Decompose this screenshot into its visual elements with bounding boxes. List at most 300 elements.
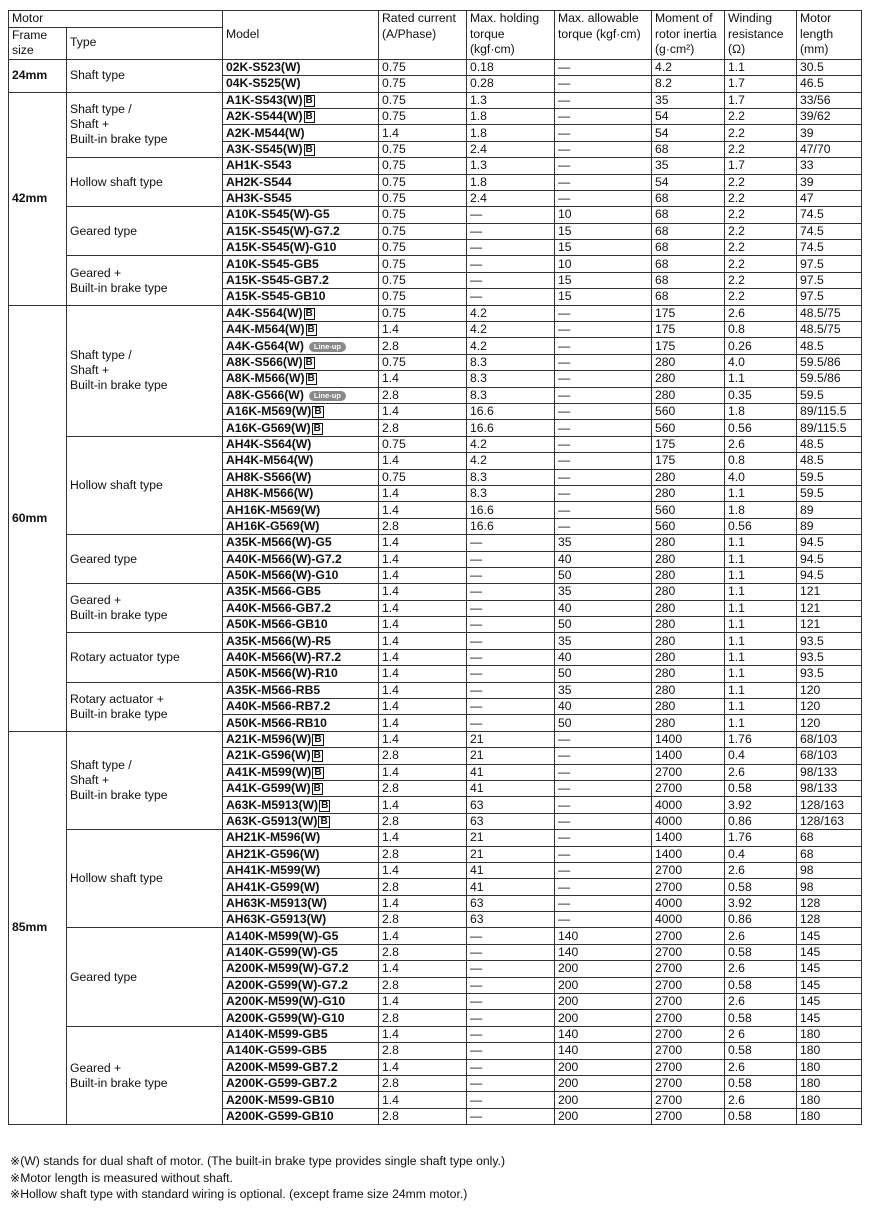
table-row (9, 535, 862, 551)
rated-current-cell: 2.8 (379, 1043, 467, 1059)
rotor-inertia-cell: 2700 (652, 1092, 725, 1108)
model-cell (223, 1092, 379, 1108)
allowable-torque-cell: 140 (555, 1043, 652, 1059)
holding-torque-cell: 21 (467, 830, 555, 846)
winding-resistance-cell: 2.2 (725, 207, 797, 223)
model-cell (223, 780, 379, 796)
holding-torque-cell: 16.6 (467, 518, 555, 534)
winding-resistance-cell: 1.1 (725, 600, 797, 616)
holding-torque-cell: — (467, 1010, 555, 1026)
motor-length-cell: 39 (797, 174, 862, 190)
motor-length-cell: 39/62 (797, 108, 862, 124)
rotor-inertia-cell: 280 (652, 699, 725, 715)
motor-length-cell: 128 (797, 895, 862, 911)
motor-length-cell: 68 (797, 830, 862, 846)
motor-length-cell: 48.5/75 (797, 305, 862, 321)
holding-torque-cell: — (467, 551, 555, 567)
rated-current-cell: 1.4 (379, 322, 467, 338)
model-cell (223, 141, 379, 157)
rated-current-cell: 0.75 (379, 240, 467, 256)
header-row-1 (9, 11, 862, 28)
allowable-torque-cell: 140 (555, 928, 652, 944)
model-name: AH63K-G5913(W) (226, 912, 327, 927)
model-cell (223, 895, 379, 911)
model-name: A200K-M599(W)-G10 (226, 994, 346, 1009)
rotor-inertia-cell: 2700 (652, 944, 725, 960)
table-row (9, 633, 862, 649)
motor-length-cell: 145 (797, 977, 862, 993)
winding-resistance-cell: 0.58 (725, 944, 797, 960)
rotor-inertia-cell: 175 (652, 338, 725, 354)
model-cell (223, 518, 379, 534)
brake-badge-icon: B (305, 357, 313, 368)
frame-size-cell: 60mm (9, 305, 67, 731)
winding-resistance-cell: 2.2 (725, 141, 797, 157)
rotor-inertia-cell: 1400 (652, 748, 725, 764)
winding-resistance-cell: 2.6 (725, 862, 797, 878)
rated-current-cell: 0.75 (379, 190, 467, 206)
model-cell (223, 207, 379, 223)
allowable-torque-cell: — (555, 895, 652, 911)
model-cell (223, 731, 379, 747)
type-cell: Hollow shaft type (67, 830, 223, 928)
motor-spec-table (8, 10, 862, 1125)
holding-torque-cell: 8.3 (467, 485, 555, 501)
motor-length-cell: 121 (797, 617, 862, 633)
model-cell (223, 420, 379, 436)
motor-length-cell: 48.5 (797, 338, 862, 354)
model-cell (223, 223, 379, 239)
rated-current-cell: 2.8 (379, 846, 467, 862)
type-cell: Geared type (67, 928, 223, 1026)
header-max-holding-torque: Max. holding torque (kgf·cm) (467, 11, 555, 60)
model-name: A8K-M566(W) (226, 371, 305, 386)
rated-current-cell: 0.75 (379, 76, 467, 92)
model-name: AH63K-M5913(W) (226, 895, 327, 910)
motor-length-cell: 48.5/75 (797, 322, 862, 338)
holding-torque-cell: — (467, 256, 555, 272)
motor-length-cell: 68/103 (797, 731, 862, 747)
model-cell (223, 305, 379, 321)
winding-resistance-cell: 0.56 (725, 420, 797, 436)
header-model: Model (223, 11, 379, 60)
model-name: A4K-G564(W) (226, 338, 304, 353)
type-cell: Geared type (67, 535, 223, 584)
model-name: A16K-G569(W) (226, 420, 311, 435)
allowable-torque-cell: 15 (555, 240, 652, 256)
holding-torque-cell: 8.3 (467, 354, 555, 370)
rated-current-cell: 0.75 (379, 59, 467, 75)
rotor-inertia-cell: 2700 (652, 994, 725, 1010)
rotor-inertia-cell: 280 (652, 649, 725, 665)
rotor-inertia-cell: 4000 (652, 797, 725, 813)
rated-current-cell: 1.4 (379, 535, 467, 551)
allowable-torque-cell: 35 (555, 682, 652, 698)
motor-length-cell: 180 (797, 1076, 862, 1092)
model-name: A50K-M566-GB10 (226, 617, 328, 632)
holding-torque-cell: 2.4 (467, 190, 555, 206)
rated-current-cell: 1.4 (379, 764, 467, 780)
rated-current-cell: 2.8 (379, 944, 467, 960)
winding-resistance-cell: 0.35 (725, 387, 797, 403)
allowable-torque-cell: — (555, 387, 652, 403)
rotor-inertia-cell: 54 (652, 125, 725, 141)
model-cell (223, 961, 379, 977)
holding-torque-cell: 41 (467, 764, 555, 780)
model-name: AH4K-M564(W) (226, 453, 314, 468)
motor-length-cell: 145 (797, 994, 862, 1010)
model-cell (223, 403, 379, 419)
header-frame-size: Frame size (9, 27, 67, 59)
winding-resistance-cell: 1.1 (725, 666, 797, 682)
model-name: A41K-M599(W) (226, 764, 312, 779)
rotor-inertia-cell: 35 (652, 158, 725, 174)
rated-current-cell: 1.4 (379, 502, 467, 518)
rated-current-cell: 0.75 (379, 256, 467, 272)
motor-length-cell: 48.5 (797, 436, 862, 452)
winding-resistance-cell: 2.6 (725, 305, 797, 321)
rotor-inertia-cell: 280 (652, 354, 725, 370)
allowable-torque-cell: — (555, 780, 652, 796)
allowable-torque-cell: 10 (555, 256, 652, 272)
winding-resistance-cell: 0.58 (725, 780, 797, 796)
model-name: A35K-M566(W)-R5 (226, 633, 331, 648)
rated-current-cell: 1.4 (379, 453, 467, 469)
motor-length-cell: 59.5 (797, 387, 862, 403)
model-name: A41K-G599(W) (226, 781, 311, 796)
allowable-torque-cell: — (555, 485, 652, 501)
model-cell (223, 469, 379, 485)
holding-torque-cell: 1.8 (467, 108, 555, 124)
rotor-inertia-cell: 2700 (652, 961, 725, 977)
rated-current-cell: 1.4 (379, 600, 467, 616)
allowable-torque-cell: — (555, 403, 652, 419)
rotor-inertia-cell: 560 (652, 420, 725, 436)
rated-current-cell: 1.4 (379, 830, 467, 846)
table-row (9, 158, 862, 174)
holding-torque-cell: 1.8 (467, 174, 555, 190)
rated-current-cell: 1.4 (379, 125, 467, 141)
allowable-torque-cell: — (555, 453, 652, 469)
type-cell: Geared + Built-in brake type (67, 584, 223, 633)
rotor-inertia-cell: 2700 (652, 1010, 725, 1026)
allowable-torque-cell: 200 (555, 1010, 652, 1026)
motor-length-cell: 145 (797, 944, 862, 960)
header-rated-current: Rated current (A/Phase) (379, 11, 467, 60)
model-name: A2K-S544(W) (226, 109, 303, 124)
allowable-torque-cell: — (555, 92, 652, 108)
motor-length-cell: 68/103 (797, 748, 862, 764)
rotor-inertia-cell: 280 (652, 666, 725, 682)
lineup-badge: Line-up (309, 342, 346, 352)
rotor-inertia-cell: 280 (652, 617, 725, 633)
allowable-torque-cell: — (555, 502, 652, 518)
allowable-torque-cell: — (555, 354, 652, 370)
rated-current-cell: 0.75 (379, 469, 467, 485)
winding-resistance-cell: 3.92 (725, 895, 797, 911)
model-cell (223, 59, 379, 75)
model-name: A35K-M566(W)-G5 (226, 535, 332, 550)
winding-resistance-cell: 2.2 (725, 108, 797, 124)
rated-current-cell: 2.8 (379, 912, 467, 928)
brake-badge-icon: B (314, 406, 322, 418)
table-row (9, 92, 862, 108)
motor-length-cell: 89/115.5 (797, 420, 862, 436)
rotor-inertia-cell: 2700 (652, 780, 725, 796)
type-cell: Rotary actuator + Built-in brake type (67, 682, 223, 731)
rated-current-cell: 0.75 (379, 223, 467, 239)
model-cell (223, 76, 379, 92)
rotor-inertia-cell: 280 (652, 469, 725, 485)
model-name: 04K-S525(W) (226, 76, 301, 91)
rated-current-cell: 1.4 (379, 961, 467, 977)
allowable-torque-cell: — (555, 420, 652, 436)
model-cell (223, 289, 379, 305)
model-name: A4K-S564(W) (226, 305, 303, 320)
model-cell (223, 453, 379, 469)
model-cell (223, 1010, 379, 1026)
rotor-inertia-cell: 280 (652, 682, 725, 698)
rated-current-cell: 1.4 (379, 617, 467, 633)
model-name: A40K-M566(W)-G7.2 (226, 551, 342, 566)
brake-badge-icon: B (305, 111, 313, 123)
rotor-inertia-cell: 280 (652, 485, 725, 501)
winding-resistance-cell: 2.6 (725, 436, 797, 452)
winding-resistance-cell: 0.58 (725, 879, 797, 895)
rated-current-cell: 2.8 (379, 1108, 467, 1124)
header-max-allowable-torque: Max. allowable torque (kgf·cm) (555, 11, 652, 60)
rated-current-cell: 1.4 (379, 682, 467, 698)
allowable-torque-cell: — (555, 518, 652, 534)
model-name: A8K-S566(W) (226, 355, 303, 369)
brake-badge-icon: B (314, 733, 322, 745)
model-cell (223, 387, 379, 403)
model-name: A3K-S545(W) (226, 141, 303, 156)
winding-resistance-cell: 2.2 (725, 240, 797, 256)
motor-length-cell: 59.5/86 (797, 354, 862, 370)
allowable-torque-cell: — (555, 174, 652, 190)
holding-torque-cell: — (467, 1108, 555, 1124)
header-winding-resistance: Winding resistance (Ω) (725, 11, 797, 60)
rated-current-cell: 1.4 (379, 649, 467, 665)
model-name: A50K-M566-RB10 (226, 715, 327, 730)
table-row (9, 436, 862, 452)
rated-current-cell: 0.75 (379, 158, 467, 174)
model-cell (223, 928, 379, 944)
model-cell (223, 600, 379, 616)
allowable-torque-cell: 200 (555, 1059, 652, 1075)
model-name: AH8K-S566(W) (226, 469, 312, 484)
motor-length-cell: 48.5 (797, 453, 862, 469)
model-name: A140K-M599(W)-G5 (226, 928, 339, 943)
table-row (9, 584, 862, 600)
allowable-torque-cell: — (555, 322, 652, 338)
model-cell (223, 272, 379, 288)
motor-length-cell: 121 (797, 600, 862, 616)
rated-current-cell: 2.8 (379, 879, 467, 895)
rotor-inertia-cell: 175 (652, 453, 725, 469)
winding-resistance-cell: 1.1 (725, 699, 797, 715)
motor-length-cell: 68 (797, 846, 862, 862)
rotor-inertia-cell: 2700 (652, 1043, 725, 1059)
table-row (9, 1026, 862, 1042)
winding-resistance-cell: 1.8 (725, 502, 797, 518)
motor-length-cell: 74.5 (797, 240, 862, 256)
model-name: AH41K-M599(W) (226, 863, 321, 878)
model-name: A63K-M5913(W) (226, 797, 319, 812)
rotor-inertia-cell: 68 (652, 272, 725, 288)
allowable-torque-cell: — (555, 141, 652, 157)
model-name: A40K-M566-GB7.2 (226, 600, 331, 615)
table-row (9, 928, 862, 944)
allowable-torque-cell: 50 (555, 666, 652, 682)
model-name: AH21K-M596(W) (226, 830, 321, 845)
holding-torque-cell: 21 (467, 748, 555, 764)
winding-resistance-cell: 1.1 (725, 682, 797, 698)
model-name: A200K-G599-GB10 (226, 1108, 334, 1123)
rotor-inertia-cell: 280 (652, 551, 725, 567)
winding-resistance-cell: 2.2 (725, 289, 797, 305)
winding-resistance-cell: 0.58 (725, 977, 797, 993)
rotor-inertia-cell: 1400 (652, 830, 725, 846)
frame-size-cell: 24mm (9, 59, 67, 92)
allowable-torque-cell: — (555, 76, 652, 92)
rated-current-cell: 0.75 (379, 272, 467, 288)
model-name: A35K-M566-GB5 (226, 584, 321, 599)
holding-torque-cell: — (467, 699, 555, 715)
rotor-inertia-cell: 280 (652, 387, 725, 403)
model-cell (223, 354, 379, 370)
model-cell (223, 994, 379, 1010)
model-name: AH21K-G596(W) (226, 846, 320, 861)
motor-length-cell: 180 (797, 1108, 862, 1124)
allowable-torque-cell: — (555, 912, 652, 928)
model-name: A10K-S545-GB5 (226, 256, 319, 271)
holding-torque-cell: 4.2 (467, 322, 555, 338)
motor-length-cell: 59.5 (797, 485, 862, 501)
motor-length-cell: 97.5 (797, 289, 862, 305)
rated-current-cell: 0.75 (379, 174, 467, 190)
holding-torque-cell: — (467, 207, 555, 223)
rotor-inertia-cell: 2700 (652, 862, 725, 878)
rotor-inertia-cell: 175 (652, 305, 725, 321)
motor-length-cell: 121 (797, 584, 862, 600)
winding-resistance-cell: 3.92 (725, 797, 797, 813)
model-name: AH41K-G599(W) (226, 879, 320, 894)
holding-torque-cell: — (467, 1026, 555, 1042)
motor-length-cell: 145 (797, 961, 862, 977)
brake-badge-icon: B (320, 815, 328, 827)
model-name: A15K-S545-GB10 (226, 289, 326, 304)
table-row (9, 256, 862, 272)
holding-torque-cell: 21 (467, 846, 555, 862)
rotor-inertia-cell: 4.2 (652, 59, 725, 75)
holding-torque-cell: — (467, 289, 555, 305)
winding-resistance-cell: 0.58 (725, 1043, 797, 1059)
model-name: AH4K-S564(W) (226, 436, 312, 451)
rotor-inertia-cell: 280 (652, 371, 725, 387)
motor-length-cell: 89 (797, 518, 862, 534)
rated-current-cell: 1.4 (379, 797, 467, 813)
holding-torque-cell: 41 (467, 780, 555, 796)
winding-resistance-cell: 2.6 (725, 928, 797, 944)
model-cell (223, 190, 379, 206)
holding-torque-cell: — (467, 584, 555, 600)
holding-torque-cell: — (467, 1043, 555, 1059)
rated-current-cell: 0.75 (379, 354, 467, 370)
holding-torque-cell: — (467, 682, 555, 698)
holding-torque-cell: 63 (467, 813, 555, 829)
allowable-torque-cell: — (555, 125, 652, 141)
holding-torque-cell: — (467, 240, 555, 256)
model-name: A10K-S545(W)-G5 (226, 207, 330, 222)
model-name: A200K-G599(W)-G10 (226, 1010, 345, 1025)
model-name: A15K-S545(W)-G7.2 (226, 223, 340, 238)
allowable-torque-cell: — (555, 338, 652, 354)
motor-length-cell: 97.5 (797, 272, 862, 288)
rotor-inertia-cell: 68 (652, 223, 725, 239)
rated-current-cell: 1.4 (379, 551, 467, 567)
winding-resistance-cell: 2.6 (725, 1059, 797, 1075)
motor-length-cell: 47/70 (797, 141, 862, 157)
winding-resistance-cell: 1.8 (725, 403, 797, 419)
winding-resistance-cell: 0.58 (725, 1076, 797, 1092)
rotor-inertia-cell: 2700 (652, 879, 725, 895)
model-cell (223, 240, 379, 256)
model-name: A200K-M599-GB10 (226, 1092, 335, 1107)
model-cell (223, 338, 379, 354)
model-cell (223, 666, 379, 682)
motor-length-cell: 98/133 (797, 780, 862, 796)
motor-length-cell: 98/133 (797, 764, 862, 780)
motor-length-cell: 94.5 (797, 551, 862, 567)
model-name: A200K-G599(W)-G7.2 (226, 977, 348, 992)
rated-current-cell: 2.8 (379, 1076, 467, 1092)
rated-current-cell: 1.4 (379, 666, 467, 682)
motor-length-cell: 128/163 (797, 797, 862, 813)
holding-torque-cell: — (467, 633, 555, 649)
holding-torque-cell: 2.4 (467, 141, 555, 157)
rated-current-cell: 2.8 (379, 420, 467, 436)
model-name: A140K-G599(W)-G5 (226, 945, 338, 960)
winding-resistance-cell: 2.2 (725, 223, 797, 239)
model-name: AH16K-M569(W) (226, 502, 321, 517)
type-cell: Geared + Built-in brake type (67, 256, 223, 305)
model-name: A200K-M599(W)-G7.2 (226, 961, 349, 976)
winding-resistance-cell: 0.8 (725, 453, 797, 469)
allowable-torque-cell: — (555, 862, 652, 878)
model-cell (223, 633, 379, 649)
model-cell (223, 1108, 379, 1124)
rated-current-cell: 2.8 (379, 338, 467, 354)
winding-resistance-cell: 1.1 (725, 59, 797, 75)
model-name: A8K-G566(W) (226, 387, 304, 402)
header-motor: Motor (9, 11, 223, 28)
winding-resistance-cell: 0.56 (725, 518, 797, 534)
header-moment-of-inertia: Moment of rotor inertia (g·cm²) (652, 11, 725, 60)
model-cell (223, 715, 379, 731)
model-cell (223, 322, 379, 338)
brake-badge-icon: B (321, 799, 329, 811)
rated-current-cell: 1.4 (379, 731, 467, 747)
rotor-inertia-cell: 175 (652, 322, 725, 338)
rated-current-cell: 1.4 (379, 371, 467, 387)
winding-resistance-cell: 2.2 (725, 272, 797, 288)
winding-resistance-cell: 1.1 (725, 567, 797, 583)
rated-current-cell: 1.4 (379, 715, 467, 731)
holding-torque-cell: 0.18 (467, 59, 555, 75)
model-cell (223, 485, 379, 501)
